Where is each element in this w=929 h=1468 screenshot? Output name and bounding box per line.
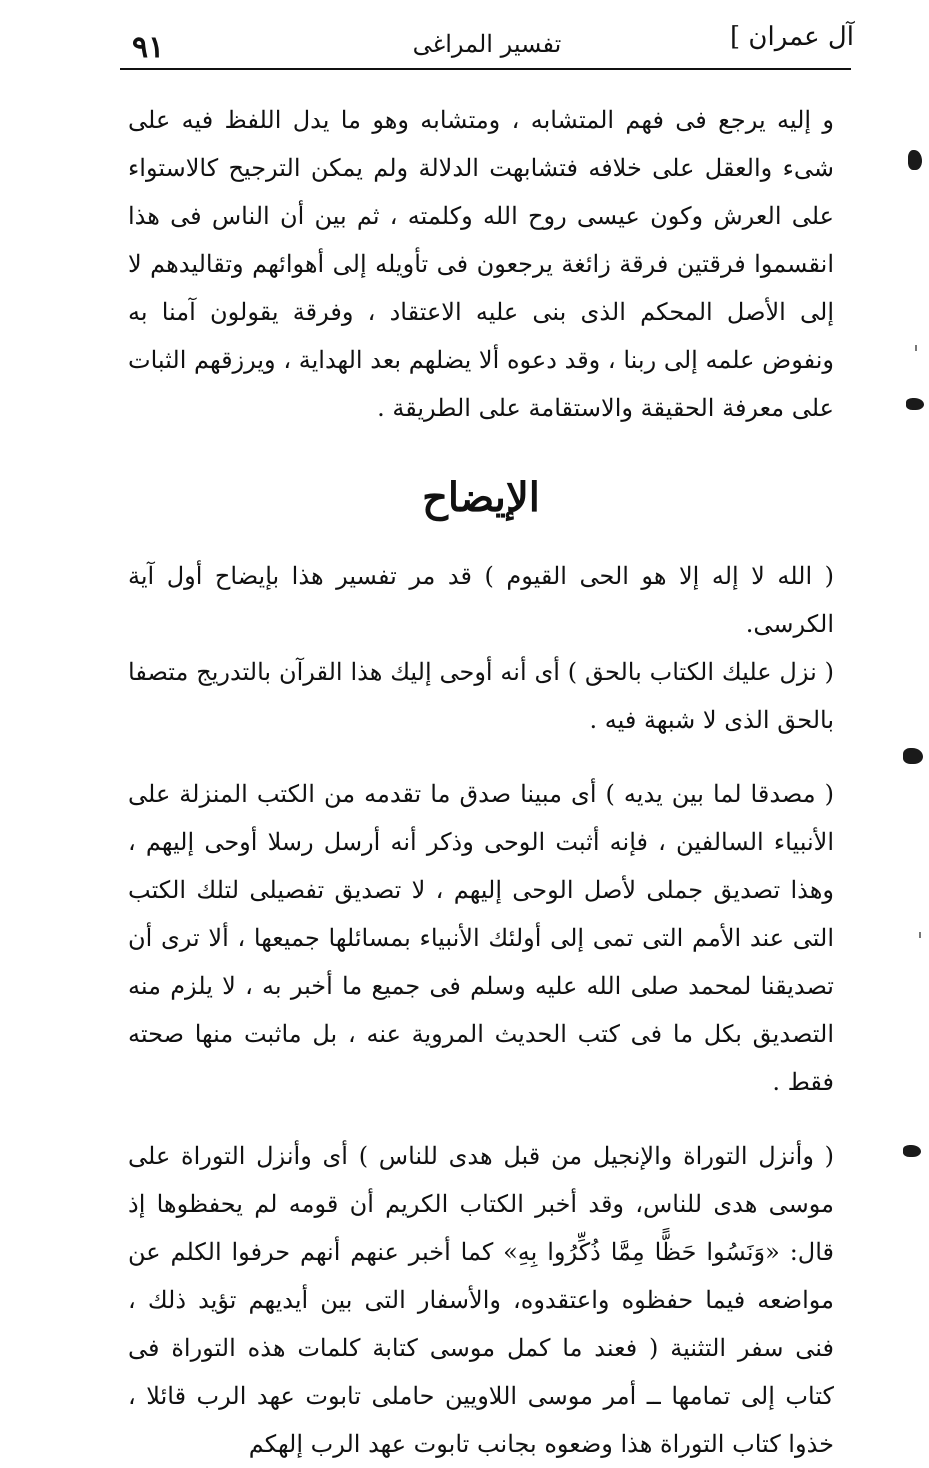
margin-mark <box>906 398 924 410</box>
margin-mark <box>908 150 922 170</box>
paragraph-gap <box>128 744 834 770</box>
paragraph: ( وأنزل التوراة والإنجيل من قبل هدى للناس ) أى وأنزل التوراة على موسى هدى للناس، وقد أخبر الكتاب الكريم أن قومه لم يحفظوها إذ قال: «وَنَسُوا حَظًّا مِمَّا ذُكِّرُوا بِهِ» كما أخبر عنهم أنهم حرفوا الكلم عن مواضعه فيما حفظوه واعتقدوه، والأسفار التى بين أيديهم تؤيد ذلك ، فنى سفر التثنية ( فعند ما كمل موسى كتابة كلمات هذه التوراة فى كتاب إلى تمامها ــ أمر موسى اللاويين حاملى تابوت عهد الرب قائلا ، خذوا كتاب التوراة هذا وضعوه بجانب تابوت عهد الرب إلهكم <box>128 1142 834 1458</box>
margin-mark <box>903 1145 921 1157</box>
paragraph: ( الله لا إله إلا هو الحى القيوم ) قد مر تفسير هذا بإيضاح أول آية الكرسى. <box>128 562 834 638</box>
margin-tick <box>915 345 917 351</box>
book-title: تفسير المراغى <box>412 30 562 58</box>
header-rule <box>120 68 851 70</box>
paragraph: ( مصدقا لما بين يديه ) أى مبينا صدق ما تقدمه من الكتب المنزلة على الأنبياء السالفين ، فإنه أثبت الوحى وذكر أنه أرسل رسلا أوحى إليهم ، وهذا تصديق جملى لأصل الوحى إليهم ، لا تصديق تفصيلى لتلك الكتب التى عند الأمم التى تمى إلى أولئك الأنبياء بمسائلها جميعها ، ألا ترى أن تصديقنا لمحمد صلى الله عليه وسلم فى جميع ما أخبر به ، لا يلزم منه التصديق بكل ما فى كتب الحديث المروية عنه ، بل ماثبت منها صحته فقط . <box>128 780 834 1096</box>
section-heading: الإيضاح <box>422 474 540 521</box>
chapter-title: آل عمران ] <box>730 22 854 52</box>
paragraph: و إليه يرجع فى فهم المتشابه ، ومتشابه وهو ما يدل اللفظ فيه على شىء والعقل على خلافه فتشابهت الدلالة ولم يمكن الترجيح كالاستواء على العرش وكون عيسى روح الله وكلمته ، ثم بين أن الناس فى هذا انقسموا فرقتين فرقة زائغة يرجعون فى تأويله إلى أهوائهم وتقاليدهم لا إلى الأصل المحكم الذى بنى عليه الاعتقاد ، وفرقة يقولون آمنا به ونفوض علمه إلى ربنا ، وقد دعوه ألا يضلهم بعد الهداية ، ويرزقهم الثبات على معرفة الحقيقة والاستقامة على الطريقة . <box>128 106 834 422</box>
margin-tick <box>919 932 921 938</box>
paragraph: ( نزل عليك الكتاب بالحق ) أى أنه أوحى إليك هذا القرآن بالتدريج متصفا بالحق الذى لا شبهة فيه . <box>128 658 834 734</box>
paragraph-gap <box>128 1106 834 1132</box>
page-number: ٩١ <box>132 30 165 65</box>
margin-mark <box>903 748 923 764</box>
page-header <box>120 18 854 68</box>
page-body <box>128 96 834 1468</box>
